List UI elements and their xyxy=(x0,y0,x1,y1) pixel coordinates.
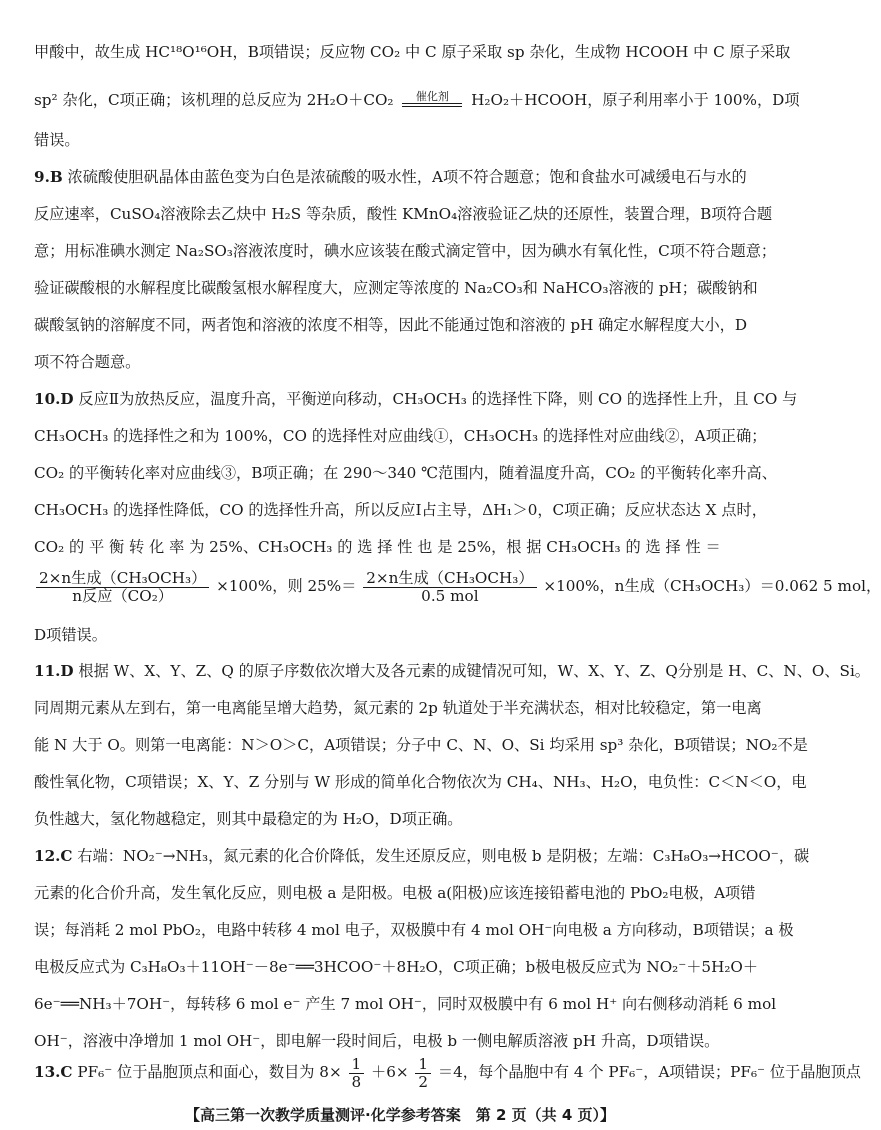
text-line: CH₃OCH₃ 的选择性降低，CO 的选择性升高，所以反应Ⅰ占主导，ΔH₁＞0，C项正确；反应状态达 X 点时， xyxy=(34,501,767,519)
text-segment: 右端：NO₂⁻→NH₃，氮元素的化合价降低，发生还原反应，则电极 b 是阴极；左端：C₃H₈O₃→HCOO⁻，碳 xyxy=(77,847,810,865)
fraction-numerator: 1 xyxy=(415,1056,431,1074)
text-line: CH₃OCH₃ 的选择性之和为 100%，CO 的选择性对应曲线①，CH₃OCH₃ 的选择性对应曲线②，A项正确； xyxy=(34,427,767,445)
item-number: 11.D xyxy=(34,662,74,680)
catalyst-label: 催化剂 xyxy=(415,90,449,103)
text-line: OH⁻，溶液中净增加 1 mol OH⁻，即电解一段时间后，电极 b 一侧电解质溶液 pH 升高，D项错误。 xyxy=(34,1032,720,1050)
item-number: 10.D xyxy=(34,390,74,408)
calculation-fraction xyxy=(363,570,536,605)
text-line: 同周期元素从左到右，第一电离能呈增大趋势，氮元素的 2p 轨道处于半充满状态，相对比较稳定，第一电离 xyxy=(34,699,762,717)
fraction-numerator: 2×n生成（CH₃OCH₃） xyxy=(363,570,536,588)
text-line: CO₂ 的平衡转化率对应曲线③，B项正确；在 290～340 ℃范围内，随着温度升高，CO₂ 的平衡转化率升高、 xyxy=(34,464,777,482)
fraction-numerator: 2×n生成（CH₃OCH₃） xyxy=(36,570,209,588)
page-footer: 【高三第一次教学质量测评·化学参考答案 第 2 页（共 4 页）】 xyxy=(185,1106,615,1124)
text-segment: PF₆⁻ 位于晶胞顶点和面心，数目为 8× xyxy=(77,1063,342,1081)
fraction-denominator: 8 xyxy=(351,1072,362,1091)
text-segment: 浓硫酸使胆矾晶体由蓝色变为白色是浓硫酸的吸水性，A项不符合题意；饱和食盐水可减缓电石与水的 xyxy=(67,168,747,186)
text-line: 碳酸氢钠的溶解度不同，两者饱和溶液的浓度不相等，因此不能通过饱和溶液的 pH 确定水解程度大小，D xyxy=(34,316,748,334)
answer-item-13 xyxy=(34,1052,861,1096)
fraction-denominator: 0.5 mol xyxy=(421,586,479,605)
text-line: 反应速率，CuSO₄溶液除去乙炔中 H₂S 等杂质，酸性 KMnO₄溶液验证乙炔的还原性，装置合理，B项符合题 xyxy=(34,205,773,223)
item-number: 13.C xyxy=(34,1063,73,1081)
text-segment: 根据 W、X、Y、Z、Q 的原子序数依次增大及各元素的成键情况可知，W、X、Y、Z、Q分别是 H、C、N、O、Si。 xyxy=(78,662,870,680)
text-line: 能 N 大于 O。则第一电离能：N＞O＞C，A项错误；分子中 C、N、O、Si 均采用 sp³ 杂化，B项错误；NO₂不是 xyxy=(34,736,808,754)
text-segment: 反应Ⅱ为放热反应，温度升高，平衡逆向移动，CH₃OCH₃ 的选择性下降，则 CO 的选择性上升，且 CO 与 xyxy=(78,390,798,408)
text-line xyxy=(34,90,800,111)
text-line: 酸性氧化物，C项错误；X、Y、Z 分别与 W 形成的简单化合物依次为 CH₄、NH₃、H₂O，电负性：C＜N＜O，电 xyxy=(34,773,807,791)
selectivity-fraction xyxy=(36,570,209,605)
text-line: D项错误。 xyxy=(34,626,107,644)
answer-item-9 xyxy=(34,167,766,187)
formula-line xyxy=(34,566,881,610)
text-segment: ＋6× xyxy=(371,1063,409,1081)
item-number: 9.B xyxy=(34,168,63,186)
text-segment: ×100%，则 25%＝ xyxy=(216,577,357,595)
text-line: 错误。 xyxy=(34,131,80,149)
eighth-fraction xyxy=(349,1056,365,1091)
text-segment: sp² 杂化，C项正确；该机理的总反应为 2H₂O＋CO₂ xyxy=(34,91,394,109)
answer-item-12 xyxy=(34,846,810,866)
text-line: 负性越大，氢化物越稳定，则其中最稳定的为 H₂O，D项正确。 xyxy=(34,810,463,828)
text-line: CO₂ 的 平 衡 转 化 率 为 25%、CH₃OCH₃ 的 选 择 性 也 是 25%，根 据 CH₃OCH₃ 的 选 择 性 ＝ xyxy=(34,538,721,556)
text-segment: ＝4，每个晶胞中有 4 个 PF₆⁻，A项错误；PF₆⁻ 位于晶胞顶点 xyxy=(437,1063,861,1081)
text-line: 6e⁻══NH₃＋7OH⁻，每转移 6 mol e⁻ 产生 7 mol OH⁻，同时双极膜中有 6 mol H⁺ 向右侧移动消耗 6 mol xyxy=(34,995,777,1013)
text-segment: H₂O₂＋HCOOH，原子利用率小于 100%，D项 xyxy=(471,91,800,109)
text-segment: ×100%，n生成（CH₃OCH₃）＝0.062 5 mol， xyxy=(543,577,881,595)
text-line: 甲酸中，故生成 HC¹⁸O¹⁶OH，B项错误；反应物 CO₂ 中 C 原子采取 sp 杂化，生成物 HCOOH 中 C 原子采取 xyxy=(34,43,791,61)
answer-item-11 xyxy=(34,661,870,681)
fraction-denominator: 2 xyxy=(418,1072,429,1091)
text-line: 元素的化合价升高，发生氧化反应，则电极 a 是阳极。电极 a(阳极)应该连接铅蓄电池的 PbO₂电极，A项错 xyxy=(34,884,756,902)
text-line: 误；每消耗 2 mol PbO₂，电路中转移 4 mol 电子，双极膜中有 4 mol OH⁻向电极 a 方向移动，B项错误；a 极 xyxy=(34,921,794,939)
text-line: 验证碳酸根的水解程度比碳酸氢根水解程度大，应测定等浓度的 Na₂CO₃和 NaHCO₃溶液的 pH；碳酸钠和 xyxy=(34,279,758,297)
answer-item-10 xyxy=(34,389,798,409)
fraction-numerator: 1 xyxy=(349,1056,365,1074)
catalyst-arrow xyxy=(400,91,464,111)
text-line: 意；用标准碘水测定 Na₂SO₃溶液浓度时，碘水应该装在酸式滴定管中，因为碘水有氧化性，C项不符合题意； xyxy=(34,242,777,260)
fraction-denominator: n反应（CO₂） xyxy=(72,586,173,605)
item-number: 12.C xyxy=(34,847,73,865)
text-line: 项不符合题意。 xyxy=(34,353,141,371)
text-line: 电极反应式为 C₃H₈O₃＋11OH⁻－8e⁻══3HCOO⁻＋8H₂O，C项正确；b极电极反应式为 NO₂⁻＋5H₂O＋ xyxy=(34,958,759,976)
half-fraction xyxy=(415,1056,431,1091)
